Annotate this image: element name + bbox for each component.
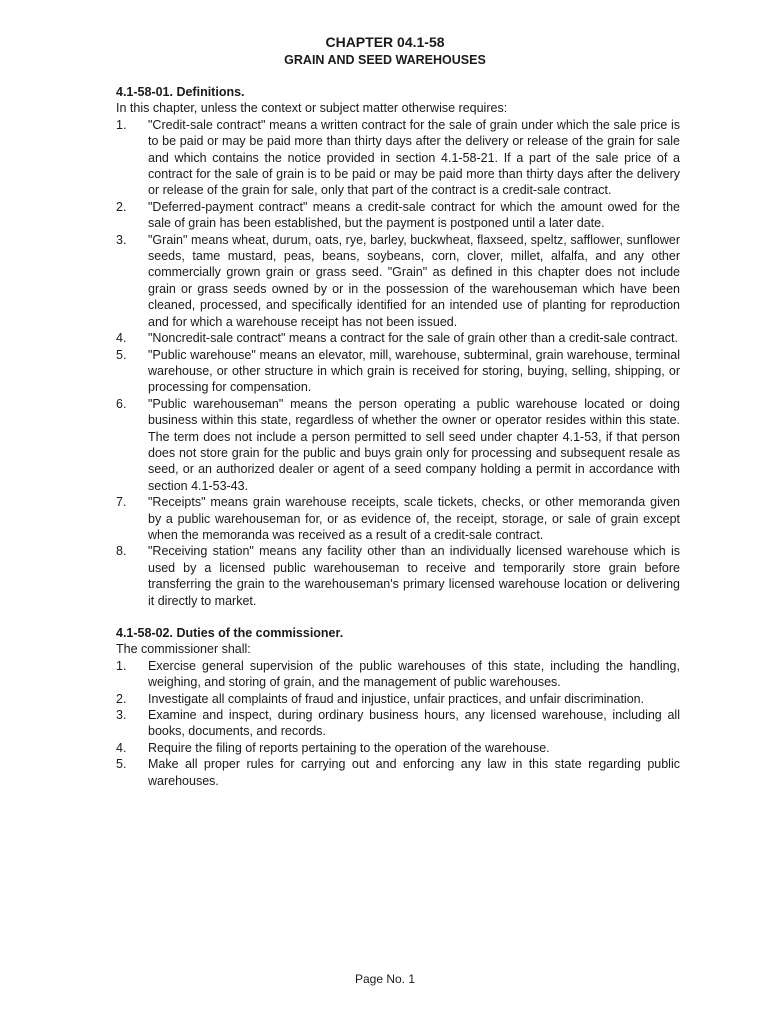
item-number: 4. [116, 740, 127, 755]
list-item [116, 494, 680, 543]
section-heading: 4.1-58-02. Duties of the commissioner. [116, 626, 344, 640]
section-definitions [116, 84, 680, 609]
item-number: 3. [116, 708, 127, 723]
item-number: 7. [116, 495, 127, 510]
list-item [116, 740, 680, 756]
item-number: 4. [116, 331, 127, 346]
item-text: "Public warehouseman" means the person operating a public warehouse located or doing business within this state, regardless of whether the owner or operator resides within this state. The term does not include a person permitted to sell seed under chapter 4.1-53, if that person does not store grain for the public and buys grain only for processing and subsequent resale as seed, or an authorized dealer or agent of a seed company holding a permit in accordance with section 4.1-53-43. [148, 396, 680, 493]
item-text: Require the filing of reports pertaining to the operation of the warehouse. [148, 740, 550, 755]
chapter-subtitle: GRAIN AND SEED WAREHOUSES [284, 53, 486, 67]
item-text: "Deferred-payment contract" means a credit-sale contract for which the amount owed for the sale of grain has been established, but the payment is postponed until a later date. [148, 199, 680, 231]
item-number: 5. [116, 347, 127, 362]
list-item [116, 347, 680, 396]
item-number: 2. [116, 199, 127, 214]
chapter-title: CHAPTER 04.1-58 [325, 34, 445, 50]
item-number: 6. [116, 396, 127, 411]
list-item [116, 232, 680, 330]
item-number: 1. [116, 117, 127, 132]
item-number: 5. [116, 757, 127, 772]
section-intro: The commissioner shall: [116, 642, 251, 657]
section-duties-of-commissioner [116, 625, 680, 789]
list-item [116, 691, 680, 707]
list-item [116, 543, 680, 609]
item-number: 1. [116, 658, 127, 673]
list-item [116, 117, 680, 199]
chapter-header [0, 33, 770, 69]
item-text: "Public warehouse" means an elevator, mill, warehouse, subterminal, grain warehouse, terminal warehouse, or other structure in which grain is received for storing, buying, selling, shipping, or processing for compensation. [148, 347, 680, 395]
item-text: "Noncredit-sale contract" means a contract for the sale of grain other than a credit-sale contract. [148, 331, 678, 346]
section-intro: In this chapter, unless the context or subject matter otherwise requires: [116, 101, 508, 116]
document-body [116, 84, 680, 805]
item-text: "Receiving station" means any facility other than an individually licensed warehouse which is used by a licensed public warehouseman to receive and temporarily store grain before transferring the grain to the warehouseman's primary licensed warehouse location or delivering it directly to market. [148, 544, 680, 608]
page-number: Page No. 1 [354, 972, 416, 986]
list-item [116, 199, 680, 232]
list-item [116, 396, 680, 494]
item-text: Examine and inspect, during ordinary business hours, any licensed warehouse, including all books, documents, and records. [148, 708, 680, 739]
list-item [116, 707, 680, 740]
list-item [116, 658, 680, 691]
item-number: 3. [116, 232, 127, 247]
item-text: Investigate all complaints of fraud and injustice, unfair practices, and unfair discrimination. [148, 691, 645, 706]
list-item [116, 756, 680, 789]
list-item [116, 330, 680, 346]
item-text: "Receipts" means grain warehouse receipts, scale tickets, checks, or other memoranda given by a public warehouseman for, or as evidence of, the receipt, storage, or sale of grain except when the memoranda was received as a result of a credit-sale contract. [148, 495, 680, 542]
item-text: "Grain" means wheat, durum, oats, rye, barley, buckwheat, flaxseed, speltz, safflower, sunflower seeds, tame mustard, peas, beans, soybeans, corn, clover, millet, alfalfa, and any other commercially grown grain or grass seed. "Grain" as defined in this chapter does not include grain or grass seeds owned by or in the possession of the warehouseman which have been cleaned, processed, and specifically identified for an intended use of planting for reproduction and for which a warehouse receipt has not been issued. [148, 232, 680, 329]
item-text: Exercise general supervision of the public warehouses of this state, including the handling, weighing, and storing of grain, and the management of public warehouses. [148, 658, 680, 690]
item-text: Make all proper rules for carrying out and enforcing any law in this state regarding public warehouses. [148, 757, 680, 788]
section-heading: 4.1-58-01. Definitions. [116, 85, 245, 99]
item-number: 8. [116, 544, 127, 559]
item-number: 2. [116, 691, 127, 706]
item-text: "Credit-sale contract" means a written contract for the sale of grain under which the sale price is to be paid or may be paid more than thirty days after the delivery or release of the grain for sale and which contains the notice provided in section 4.1-58-21. If a part of the sale price of a contract for the sale of grain is to be paid or may be paid more than thirty days after the delivery or release of the grain for sale, only that part of the contract is a credit-sale contract. [148, 117, 680, 198]
